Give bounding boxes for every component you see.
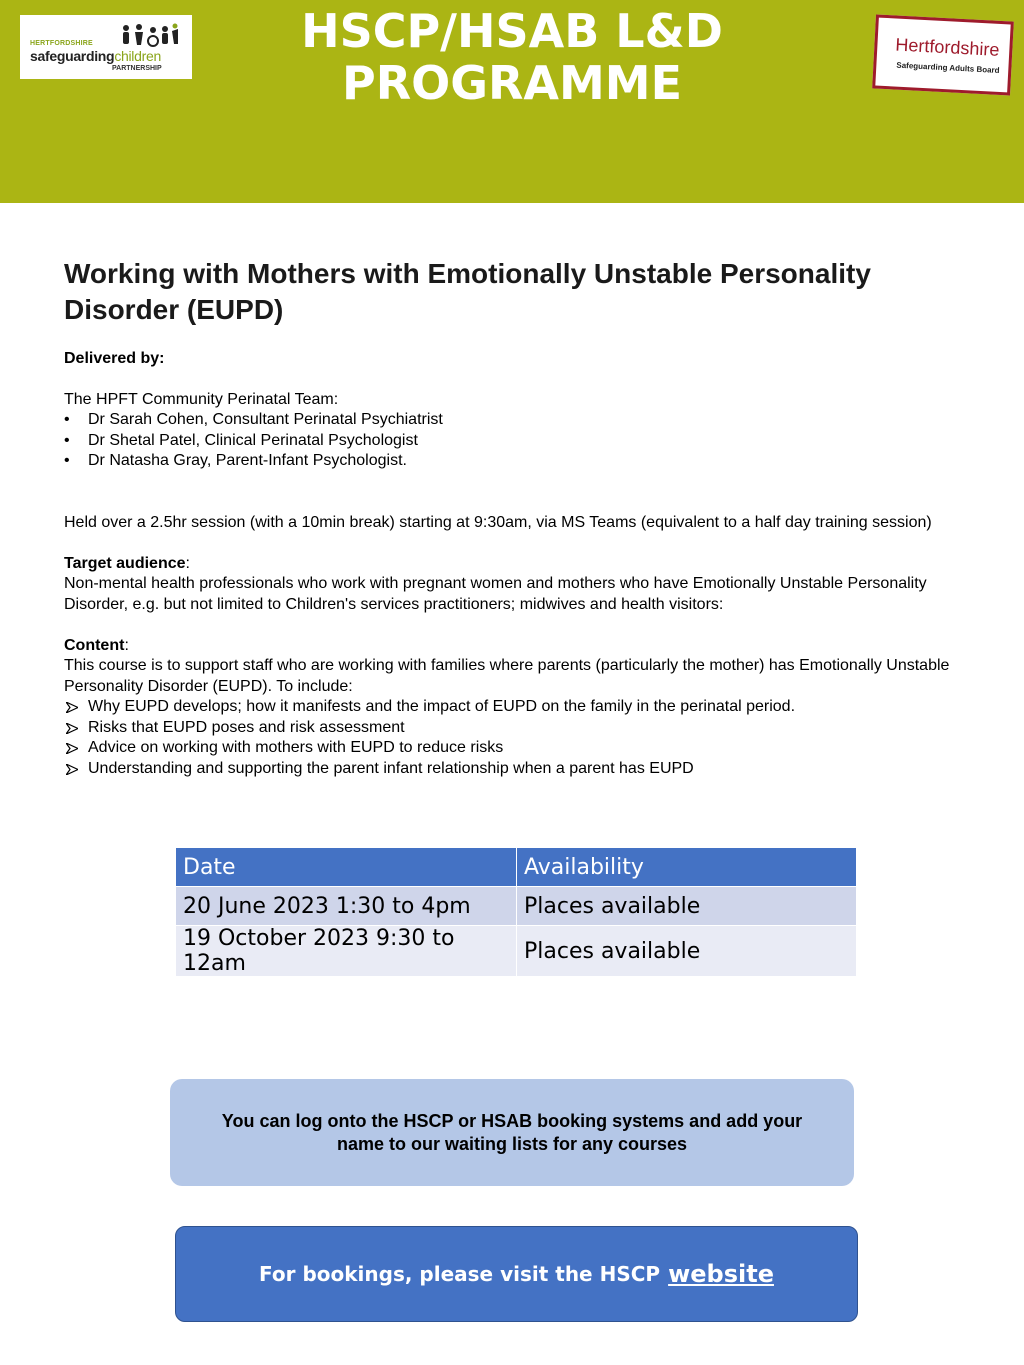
- audience-heading: Target audience:: [64, 554, 190, 572]
- date-cell: 20 June 2023 1:30 to 4pm: [176, 887, 517, 926]
- course-details: [64, 256, 954, 779]
- hsab-logo: [872, 14, 1014, 95]
- page-title: [0, 5, 1024, 109]
- list-item: • Dr Shetal Patel, Clinical Perinatal Psychologist: [64, 431, 954, 452]
- hsab-logo-name: Hertfordshire: [894, 34, 1000, 60]
- table-header-row: [176, 848, 857, 887]
- arrow-bullet-icon: [66, 723, 78, 734]
- team-name: The HPFT Community Perinatal Team:: [64, 390, 339, 408]
- presenter-list: [64, 410, 954, 472]
- content-text: This course is to support staff who are working with families where parents (particularly the mother) has Emotionally Unstable Personality Disorder (EUPD). To include:: [64, 657, 950, 695]
- logo-wordmark: safeguardingchildren: [30, 48, 161, 64]
- logo-partnership: PARTNERSHIP: [112, 65, 162, 72]
- waiting-list-notice: [170, 1079, 854, 1186]
- list-item: Advice on working with mothers with EUPD to reduce risks: [64, 738, 954, 759]
- arrow-bullet-icon: [66, 702, 78, 713]
- column-header-availability: Availability: [517, 848, 857, 887]
- topic-list: [64, 697, 954, 779]
- logo-county: HERTFORDSHIRE: [30, 40, 93, 47]
- notice-text: You can log onto the HSCP or HSAB booking systems and add your name to our waiting lists for any courses: [221, 1110, 803, 1154]
- website-link[interactable]: website: [668, 1260, 774, 1288]
- audience-text: Non-mental health professionals who work with pregnant women and mothers who have Emotionally Unstable Personality Disorder, e.g. but not limited to Children's services practitioners; midwives and health visitors:: [64, 575, 927, 613]
- list-item: Risks that EUPD poses and risk assessment: [64, 718, 954, 739]
- availability-cell: Places available: [517, 887, 857, 926]
- booking-banner: [175, 1226, 858, 1322]
- content-heading: Content:: [64, 636, 129, 654]
- table-row: [176, 926, 857, 977]
- schedule-table: [175, 847, 857, 977]
- list-item: Understanding and supporting the parent infant relationship when a parent has EUPD: [64, 759, 954, 780]
- course-title: Working with Mothers with Emotionally Unstable Personality Disorder (EUPD): [64, 258, 871, 325]
- availability-cell: Places available: [517, 926, 857, 977]
- delivered-label: Delivered by:: [64, 349, 165, 367]
- hsab-logo-sub: Safeguarding Adults Board: [896, 60, 1000, 75]
- table-row: [176, 887, 857, 926]
- title-line-1: HSCP/HSAB L&D: [301, 4, 723, 58]
- arrow-bullet-icon: [66, 764, 78, 775]
- column-header-date: Date: [176, 848, 517, 887]
- header-banner: [0, 0, 1024, 203]
- session-info: Held over a 2.5hr session (with a 10min break) starting at 9:30am, via MS Teams (equivalent to a half day training session): [64, 513, 932, 531]
- title-line-2: PROGRAMME: [342, 56, 682, 110]
- list-item: • Dr Natasha Gray, Parent-Infant Psychologist.: [64, 451, 954, 472]
- list-item: Why EUPD develops; how it manifests and the impact of EUPD on the family in the perinatal period.: [64, 697, 954, 718]
- booking-text: For bookings, please visit the HSCP: [259, 1262, 661, 1286]
- date-cell: 19 October 2023 9:30 to 12am: [176, 926, 517, 977]
- list-item: • Dr Sarah Cohen, Consultant Perinatal Psychiatrist: [64, 410, 954, 431]
- arrow-bullet-icon: [66, 743, 78, 754]
